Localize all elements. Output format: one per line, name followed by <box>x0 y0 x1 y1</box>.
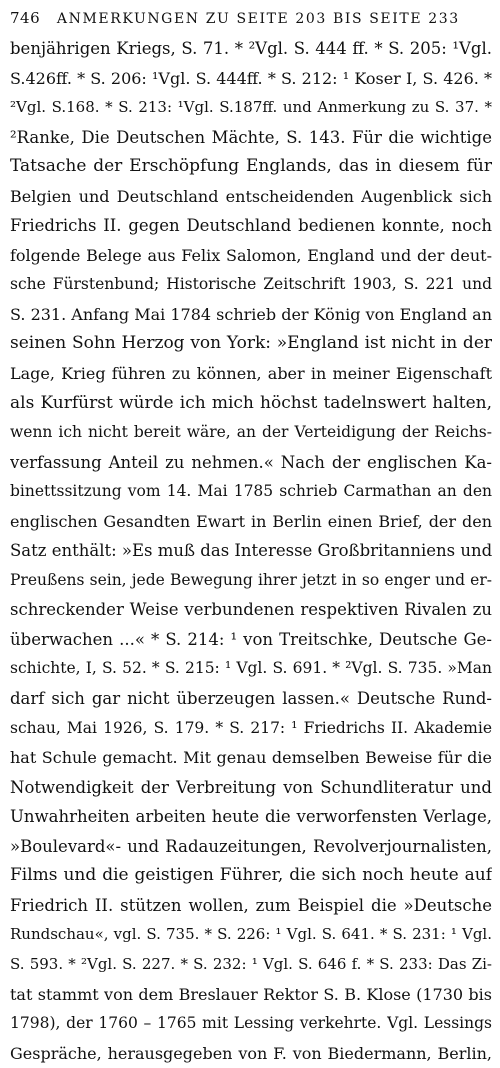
text-line: hat Schule gemacht. Mit genau demselben Beweise für die <box>10 748 492 768</box>
text-line: verfassung Anteil zu nehmen.« Nach der englischen Ka- <box>10 452 492 472</box>
text-line: Notwendigkeit der Verbreitung von Schundliteratur und <box>10 777 492 797</box>
text-line: schichte, I, S. 52. * S. 215: ¹ Vgl. S. 691. * ²Vgl. S. 735. »Man <box>10 659 492 678</box>
text-line: Rundschau«, vgl. S. 735. * S. 226: ¹ Vgl. S. 641. * S. 231: ¹ Vgl. <box>10 925 492 944</box>
text-line: Gespräche, herausgegeben von F. von Biedermann, Berlin, <box>10 1043 492 1063</box>
text-line: seinen Sohn Herzog von York: »England ist nicht in der <box>10 333 492 354</box>
text-line: wenn ich nicht bereit wäre, an der Verteidigung der Reichs- <box>10 423 492 442</box>
text-line: Friedrich II. stützen wollen, zum Beispiel die »Deutsche <box>10 895 492 915</box>
text-line: Tatsache der Erschöpfung Englands, das in diesem für <box>10 156 492 177</box>
notes-text <box>10 34 492 1068</box>
text-line: ²Ranke, Die Deutschen Mächte, S. 143. Für die wichtige <box>10 127 492 147</box>
text-line: darf sich gar nicht überzeugen lassen.« Deutsche Rund- <box>10 689 492 709</box>
text-line: englischen Gesandten Ewart in Berlin einen Brief, der den <box>10 511 492 531</box>
text-line: Lage, Krieg führen zu können, aber in meiner Eigenschaft <box>10 364 492 384</box>
text-line: schreckender Weise verbundenen respektiven Rivalen zu <box>10 600 492 620</box>
text-line: »Boulevard«- und Radauzeitungen, Revolverjournalisten, <box>10 836 492 856</box>
text-line: folgende Belege aus Felix Salomon, England und der deut- <box>10 245 492 265</box>
text-line: S. 593. * ²Vgl. S. 227. * S. 232: ¹ Vgl. S. 646 f. * S. 233: Das Zi- <box>10 954 492 973</box>
text-line: Satz enthält: »Es muß das Interesse Großbritanniens und <box>10 541 492 561</box>
text-line: S.426ff. * S. 206: ¹Vgl. S. 444ff. * S. 212: ¹ Koser I, S. 426. * <box>10 68 492 88</box>
page-header <box>10 6 492 30</box>
text-line: ²Vgl. S.168. * S. 213: ¹Vgl. S.187ff. und Anmerkung zu S. 37. * <box>10 98 492 117</box>
text-line: tat stammt von dem Breslauer Rektor S. B. Klose (1730 bis <box>10 984 492 1004</box>
text-line: S. 231. Anfang Mai 1784 schrieb der König von England an <box>10 304 492 324</box>
text-line: als Kurfürst würde ich mich höchst tadelnswert halten, <box>10 392 492 413</box>
text-line: Belgien und Deutschland entscheidenden Augenblick sich <box>10 186 492 206</box>
text-line: benjährigen Kriegs, S. 71. * ²Vgl. S. 444 ff. * S. 205: ¹Vgl. <box>10 39 492 58</box>
page-number: 746 <box>10 9 41 27</box>
text-line: sche Fürstenbund; Historische Zeitschrift 1903, S. 221 und <box>10 275 492 294</box>
text-line: Preußens sein, jede Bewegung ihrer jetzt in so enger und er- <box>10 570 492 589</box>
text-line: Unwahrheiten arbeiten heute die verworfensten Verlage, <box>10 807 492 827</box>
text-line: 1798), der 1760 – 1765 mit Lessing verkehrte. Vgl. Lessings <box>10 1014 492 1033</box>
text-line: schau, Mai 1926, S. 179. * S. 217: ¹ Friedrichs II. Akademie <box>10 718 492 737</box>
text-line: überwachen ...« * S. 214: ¹ von Treitschke, Deutsche Ge- <box>10 629 492 649</box>
text-line: Films und die geistigen Führer, die sich noch heute auf <box>10 865 492 886</box>
text-line: binettssitzung vom 14. Mai 1785 schrieb Carmathan an den <box>10 482 492 501</box>
text-line: Friedrichs II. gegen Deutschland bedienen konnte, noch <box>10 216 492 236</box>
running-title: ANMERKUNGEN ZU SEITE 203 BIS SEITE 233 <box>56 11 460 27</box>
